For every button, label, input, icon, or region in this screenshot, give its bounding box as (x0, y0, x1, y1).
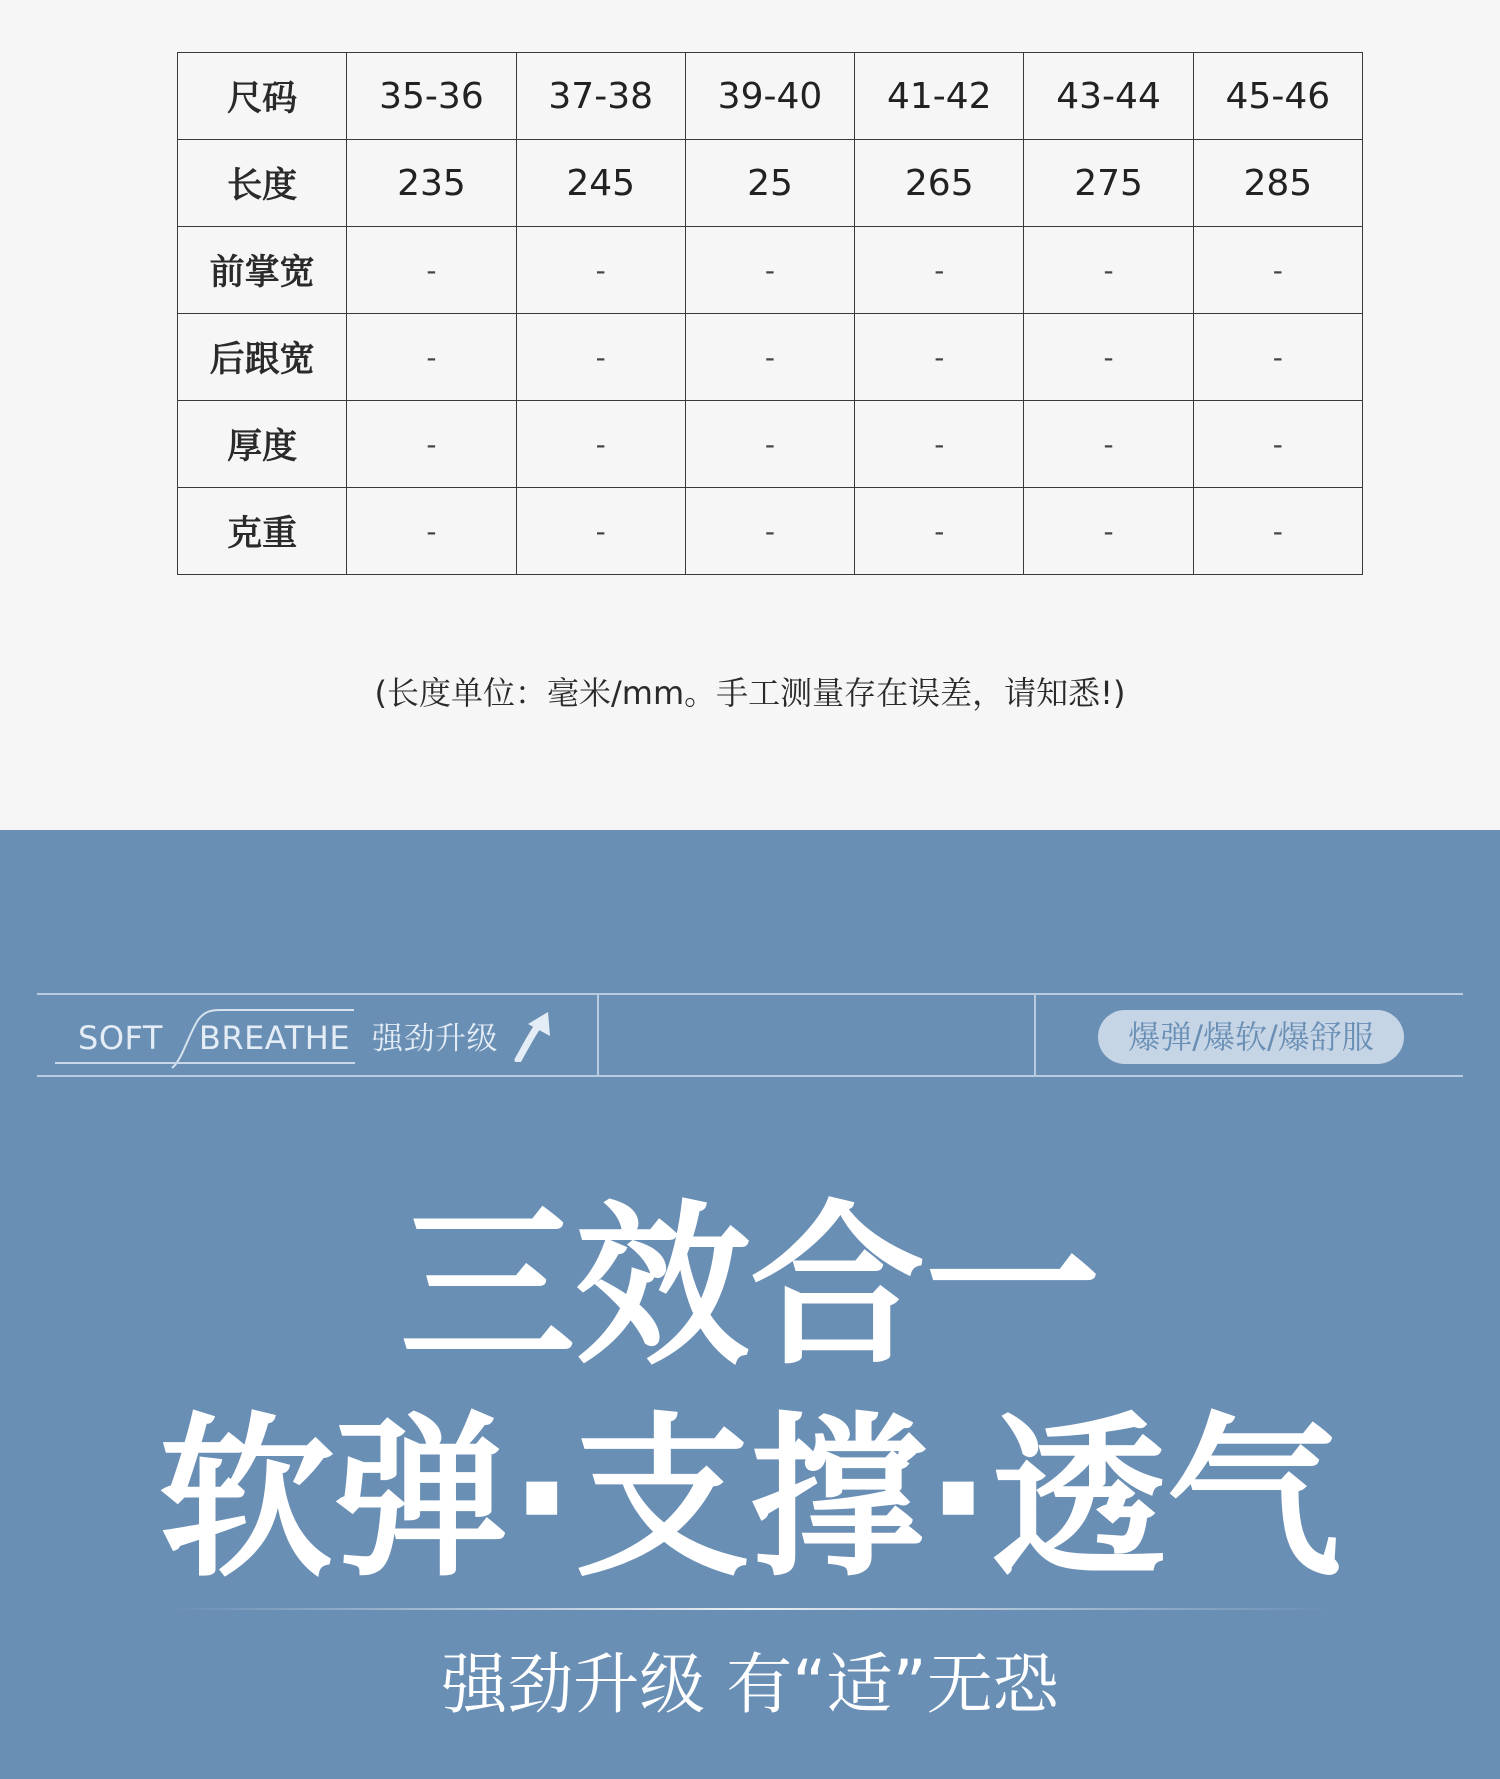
table-row (178, 140, 1363, 227)
table-cell: - (685, 314, 854, 401)
divider-vertical-right (1034, 993, 1036, 1077)
table-cell: - (685, 488, 854, 575)
headline-slogan: 强劲升级 有“适”无恐 (441, 1646, 1059, 1723)
table-cell: 235 (347, 140, 516, 227)
table-cell: 35-36 (347, 53, 516, 140)
table-cell: 37-38 (516, 53, 685, 140)
promo-banner (0, 830, 1500, 1779)
table-row (178, 314, 1363, 401)
size-table (177, 52, 1363, 575)
headline-main: 三效合一 (400, 1186, 1100, 1389)
divider-top (37, 993, 1463, 995)
row-label-cell: 长度 (178, 140, 347, 227)
table-cell: - (347, 401, 516, 488)
table-header-row (178, 53, 1363, 140)
size-chart-section (0, 0, 1500, 830)
row-label-cell: 后跟宽 (178, 314, 347, 401)
table-cell: - (516, 401, 685, 488)
table-cell: - (1193, 227, 1362, 314)
table-cell: 43-44 (1024, 53, 1193, 140)
row-label-cell: 克重 (178, 488, 347, 575)
table-row (178, 227, 1363, 314)
table-cell: - (347, 488, 516, 575)
divider-vertical-left (597, 993, 599, 1077)
feature-pill: 爆弹/爆软/爆舒服 (1098, 1010, 1404, 1064)
table-cell: - (1024, 227, 1193, 314)
table-cell: - (347, 227, 516, 314)
table-cell: - (1024, 488, 1193, 575)
table-cell: - (516, 227, 685, 314)
table-cell: - (855, 401, 1024, 488)
breathe-label: BREATHE (198, 1019, 351, 1057)
table-cell: - (1193, 401, 1362, 488)
soft-label: SOFT (78, 1019, 163, 1057)
row-label-cell: 厚度 (178, 401, 347, 488)
table-cell: 45-46 (1193, 53, 1362, 140)
table-cell: - (685, 401, 854, 488)
table-row (178, 401, 1363, 488)
table-cell: - (855, 488, 1024, 575)
divider-bottom (37, 1075, 1463, 1077)
table-cell: - (516, 488, 685, 575)
table-cell: - (1024, 401, 1193, 488)
table-cell: - (855, 227, 1024, 314)
headline-separator (170, 1608, 1330, 1610)
table-cell: - (685, 227, 854, 314)
table-cell: - (347, 314, 516, 401)
table-cell: - (855, 314, 1024, 401)
headline-features: 软弹·支撑·透气 (158, 1398, 1342, 1601)
table-cell: - (1193, 488, 1362, 575)
table-cell: - (1193, 314, 1362, 401)
table-row (178, 488, 1363, 575)
row-label-cell: 前掌宽 (178, 227, 347, 314)
table-cell: 25 (685, 140, 854, 227)
up-arrow-icon (512, 1010, 558, 1062)
measurement-note: (长度单位：毫米/mm。手工测量存在误差，请知悉!) (374, 674, 1126, 712)
table-cell: 39-40 (685, 53, 854, 140)
size-table-body (178, 53, 1363, 575)
table-cell: 275 (1024, 140, 1193, 227)
upgrade-label: 强劲升级 (372, 1021, 499, 1057)
table-cell: 265 (855, 140, 1024, 227)
table-cell: - (516, 314, 685, 401)
table-cell: 41-42 (855, 53, 1024, 140)
table-cell: 285 (1193, 140, 1362, 227)
table-cell: - (1024, 314, 1193, 401)
tagline-underline (55, 1062, 355, 1064)
row-label-cell: 尺码 (178, 53, 347, 140)
table-cell: 245 (516, 140, 685, 227)
